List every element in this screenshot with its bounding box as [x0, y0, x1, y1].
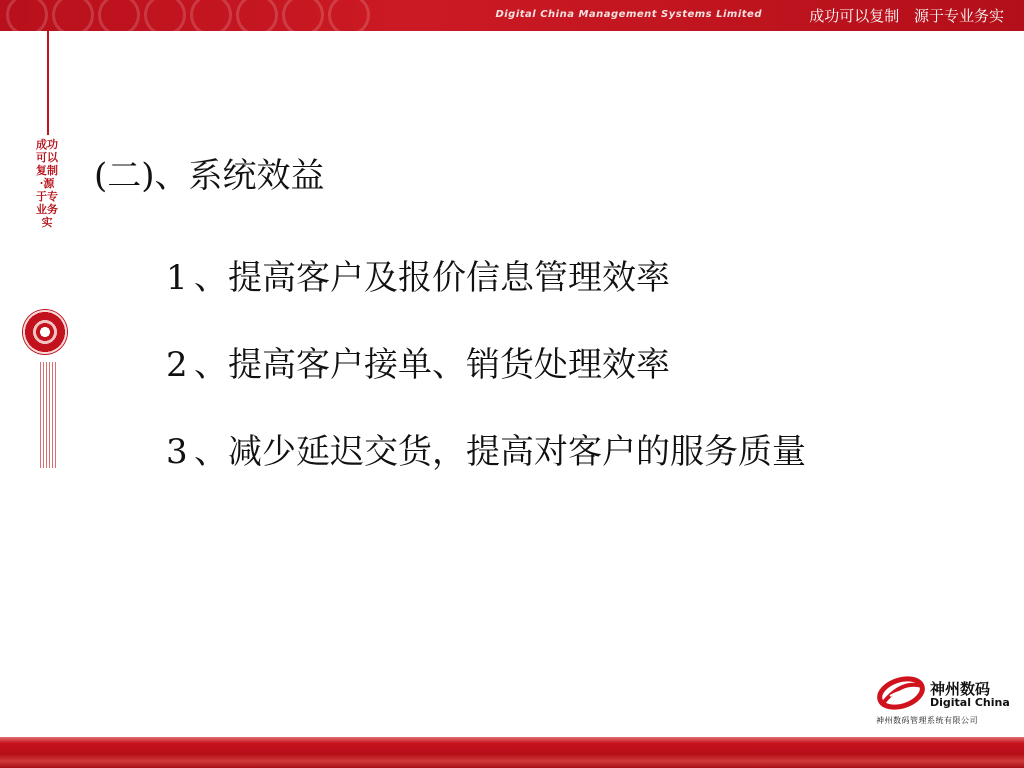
cd-disc-icon [23, 310, 67, 354]
company-name-en: Digital China Management Systems Limited [495, 9, 762, 20]
banner-slogan: 成功可以复制 源于专业务实 [809, 7, 1004, 25]
bottom-bar [0, 737, 1024, 768]
left-decor-line [47, 31, 49, 135]
benefit-list [166, 255, 806, 516]
logo-name-en: Digital China [930, 696, 1010, 709]
benefit-number: 2 [166, 345, 188, 385]
benefit-item [166, 342, 806, 429]
top-banner [0, 0, 1024, 31]
company-logo [874, 668, 1010, 728]
benefit-item [166, 429, 806, 516]
logo-company-cn: 神州数码管理系统有限公司 [876, 716, 978, 725]
benefit-number: 1 [166, 258, 188, 298]
logo-name-cn: 神州数码 [930, 680, 991, 698]
left-stripes-decor [40, 362, 57, 468]
benefit-number: 3 [166, 432, 188, 472]
benefit-text: 、提高客户接单、销货处理效率 [194, 345, 670, 385]
slide-title: (二)、系统效益 [94, 156, 325, 196]
benefit-text: 、减少延迟交货，提高对客户的服务质量 [194, 432, 806, 472]
left-vertical-slogan: 成功可以复制·源于专业务实 [36, 138, 58, 229]
digital-china-swoosh-icon [876, 672, 928, 714]
benefit-item [166, 255, 806, 342]
benefit-text: 、提高客户及报价信息管理效率 [194, 258, 670, 298]
